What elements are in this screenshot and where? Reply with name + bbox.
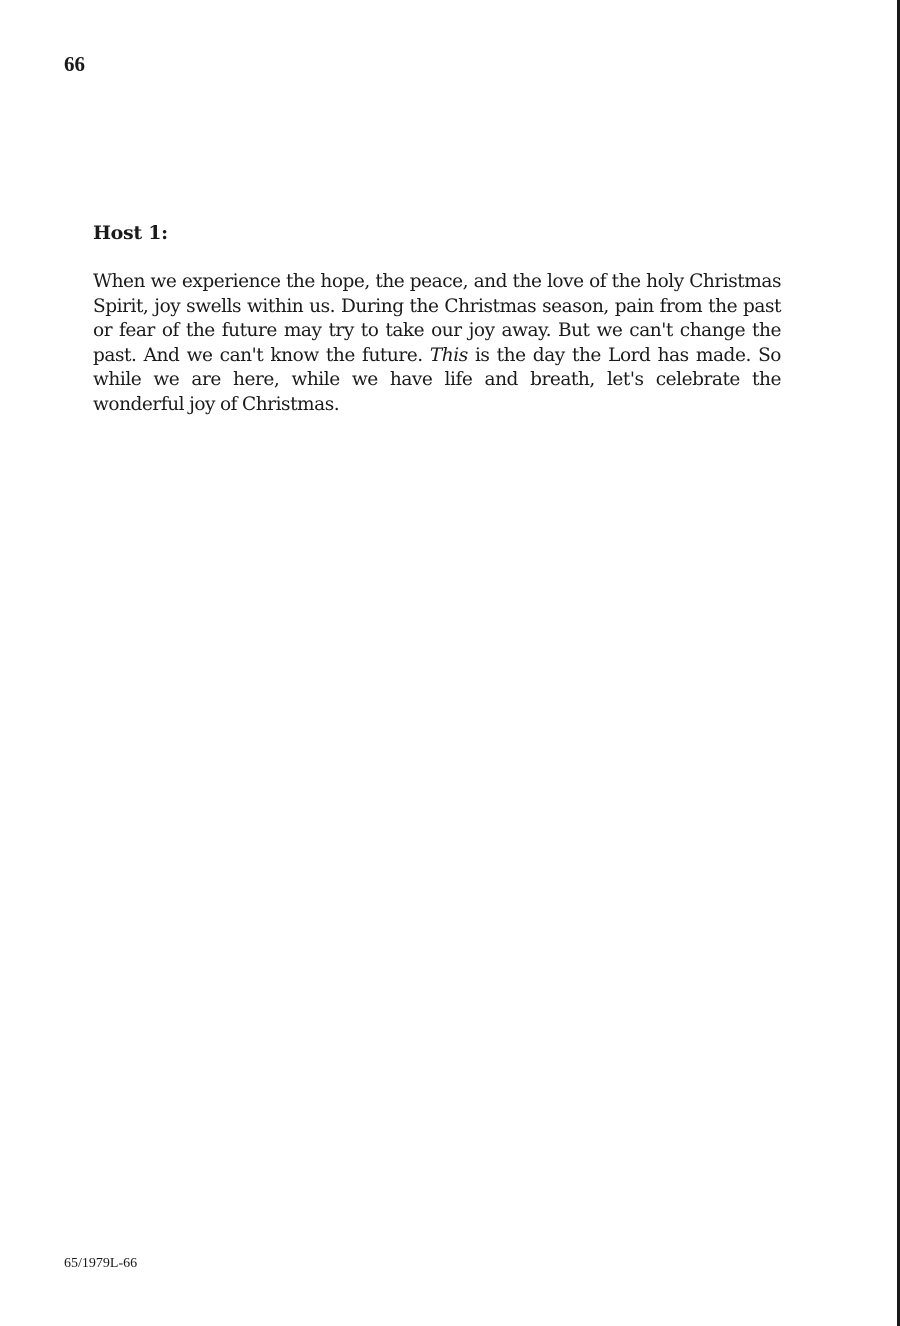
dialogue-text-part-2: is the day the Lord has made. So while we are here, while we have life and breath, let's celebrate the wonderful joy of Christmas. (93, 344, 781, 415)
dialogue-paragraph (93, 270, 781, 418)
page-number: 66 (64, 52, 85, 76)
dialogue-text-part-1: When we experience the hope, the peace, and the love of the holy Christmas Spirit, joy swells within us. During the Christmas season, pain from the past or fear of the future may try to take our joy away. But we can't change the past. And we can't know the future. (93, 271, 781, 366)
footer-code: 65/1979L-66 (64, 1256, 138, 1271)
speaker-heading: Host 1: (93, 222, 168, 244)
dialogue-emphasis: This (429, 344, 468, 366)
